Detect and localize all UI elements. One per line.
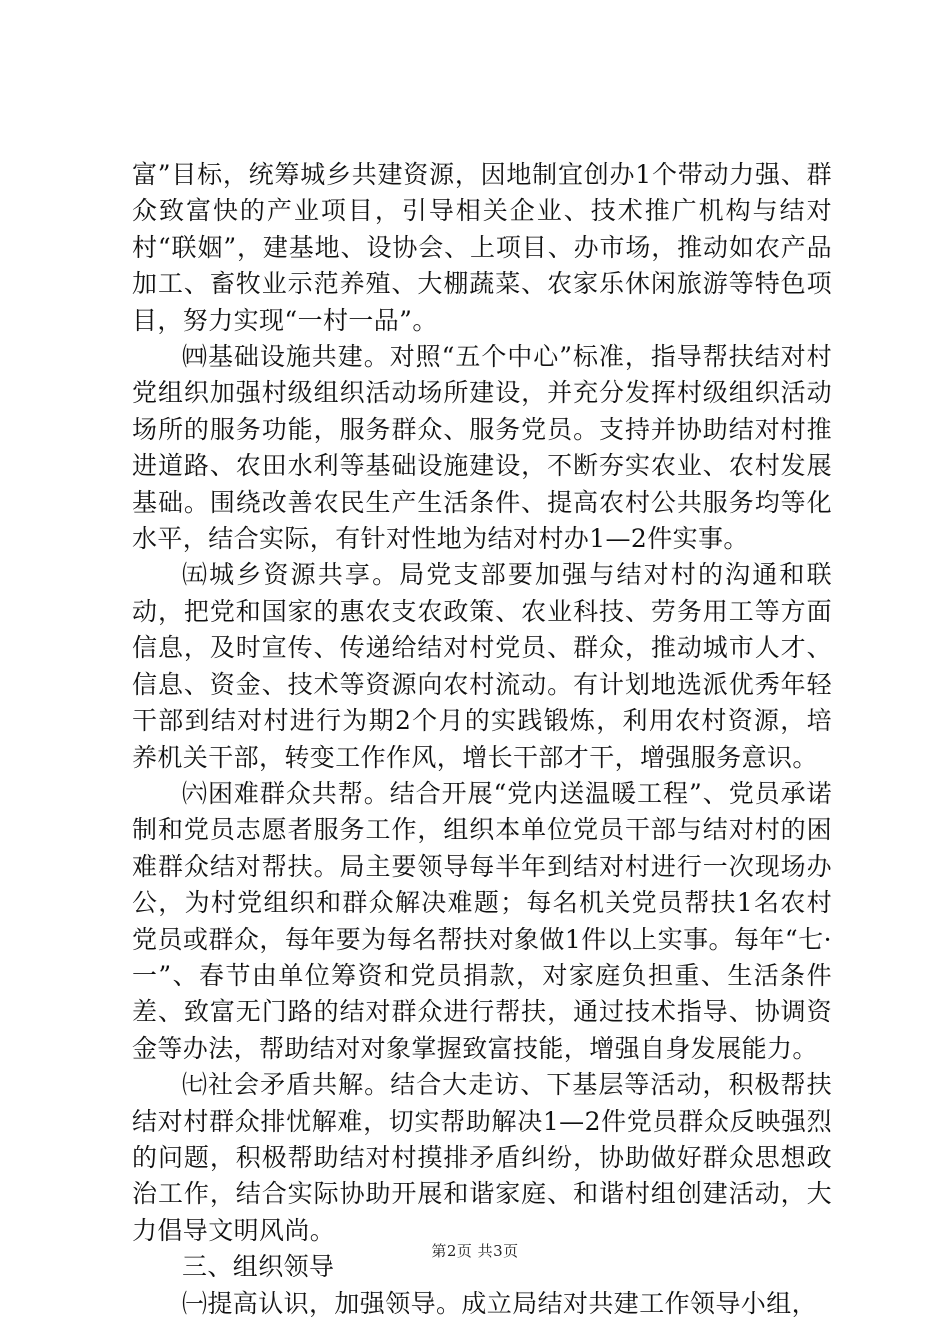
section-heading: 三、组织领导: [182, 1252, 335, 1282]
paragraph-infrastructure: ㈣基础设施共建。对照“五个中心”标准，指导帮扶结对村党组织加强村级组织活动场所建设，并充分发挥村级组织活动场所的服务功能，服务群众、服务党员。支持并协助结对村推进道路、农田水利等基础设施建设，不断夯实农业、农村发展基础。围绕改善农民生产生活条件、提高农村公共服务均等化水平，结合实际，有针对性地为结对村办1—2件实事。: [132, 342, 832, 554]
page-footer: 第2页 共3页: [431, 1242, 519, 1260]
paragraph-leadership: ㈠提高认识，加强领导。成立局结对共建工作领导小组，: [182, 1288, 818, 1318]
paragraph-resource-sharing: ㈤城乡资源共享。局党支部要加强与结对村的沟通和联动，把党和国家的惠农支农政策、农业科技、劳务用工等方面信息，及时宣传、传递给结对村党员、群众，推动城市人才、信息、资金、技术等资源向农村流动。有计划地选派优秀年轻干部到结对村进行为期2个月的实践锻炼，利用农村资源，培养机关干部，转变工作作风，增长干部才干，增强服务意识。: [132, 560, 832, 772]
paragraph-assistance: ㈥困难群众共帮。结合开展“党内送温暖工程”、党员承诺制和党员志愿者服务工作，组织本单位党员干部与结对村的困难群众结对帮扶。局主要领导每半年到结对村进行一次现场办公，为村党组织和群众解决难题；每名机关党员帮扶1名农村党员或群众，每年要为每名帮扶对象做1件以上实事。每年“七·一”、春节由单位筹资和党员捐款，对家庭负担重、生活条件差、致富无门路的结对群众进行帮扶，通过技术指导、协调资金等办法，帮助结对对象掌握致富技能，增强自身发展能力。: [132, 778, 832, 1063]
paragraph-conflict-resolution: ㈦社会矛盾共解。结合大走访、下基层等活动，积极帮扶结对村群众排忧解难，切实帮助解决1—2件党员群众反映强烈的问题，积极帮助结对村摸排矛盾纠纷，协助做好群众思想政治工作，结合实际协助开展和谐家庭、和谐村组创建活动，大力倡导文明风尚。: [132, 1070, 832, 1245]
paragraph-continuation: 富”目标，统筹城乡共建资源，因地制宜创办1个带动力强、群众致富快的产业项目，引导相关企业、技术推广机构与结对村“联姻”，建基地、设协会、上项目、办市场，推动如农产品加工、畜牧业示范养殖、大棚蔬菜、农家乐休闲旅游等特色项目，努力实现“一村一品”。: [132, 160, 832, 335]
document-body: [132, 157, 832, 1322]
